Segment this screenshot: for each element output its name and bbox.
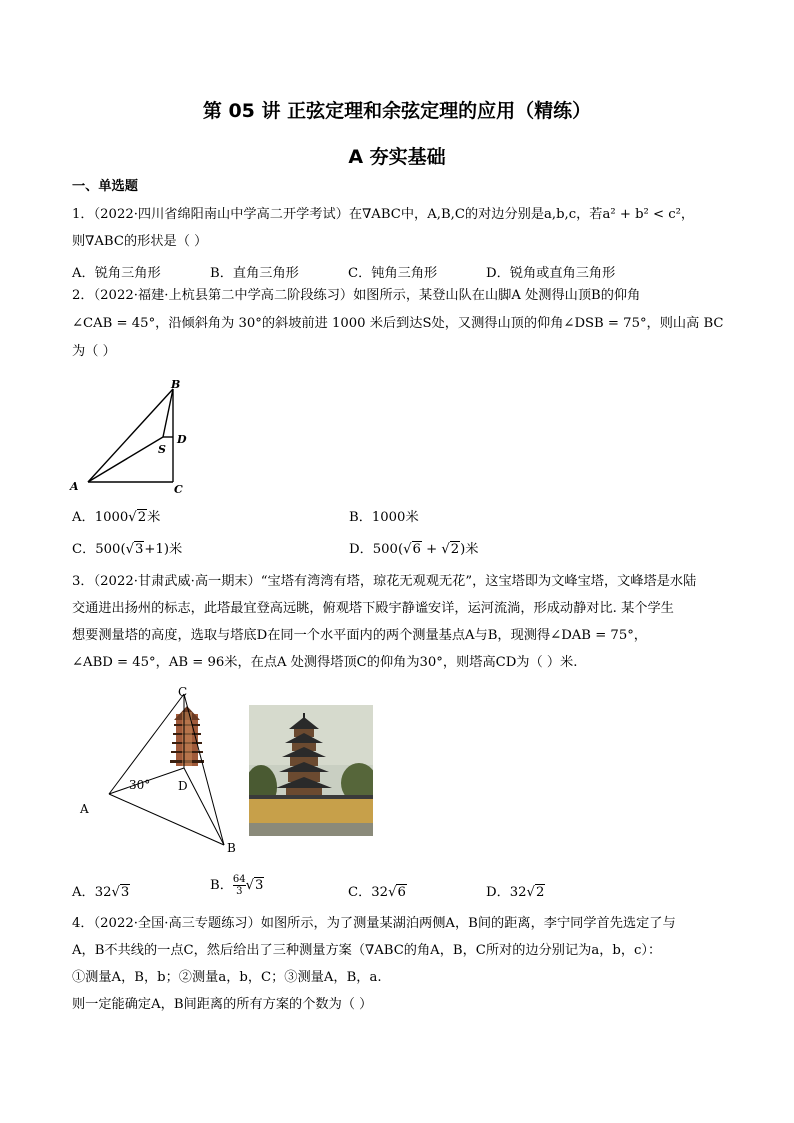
q3-segment-ab: [109, 794, 224, 845]
q2-line2: ∠CAB = 45°，沿倾斜角为 30°的斜坡前进 1000 米后到达S处，又测得山顶的仰角∠DSB = 75°，则山高 BC: [72, 316, 724, 331]
q4-line4: 则一定能确定A，B间距离的所有方案的个数为（ ）: [72, 997, 373, 1012]
q3-option-b: B． $\frac{64}{3}$ √3: [210, 874, 264, 897]
q3-option-d: D．32√2: [486, 885, 545, 900]
q3-angle-label: 30°: [129, 778, 151, 792]
q2-mountain-figure: [66, 376, 206, 496]
page-subtitle: A 夯实基础: [348, 146, 446, 168]
q3-segment-cb: [184, 694, 224, 845]
q3-label-d: D: [178, 779, 188, 793]
q2-option-c: C．500(√3+1)米: [72, 542, 183, 557]
q2-segment-as: [88, 437, 163, 482]
q1-line1: 1．（2022·四川省绵阳南山中学高二开学考试）在∇ABC中，A,B,C的对边分别是a,b,c，若a² + b² < c²，: [72, 207, 695, 222]
q1-option-c: C．钝角三角形: [348, 266, 438, 281]
q2-option-a: A．1000√2米: [72, 510, 161, 525]
q2-label-s: S: [158, 443, 166, 456]
q2-option-d: D．500(√6 + √2)米: [349, 542, 479, 557]
tower-icon: [170, 706, 204, 766]
q2-label-c: C: [174, 483, 183, 496]
q1-option-b: B．直角三角形: [210, 266, 299, 281]
q3-label-c: C: [178, 685, 188, 699]
q2-label-b: B: [171, 378, 181, 391]
q2-option-b: B．1000米: [349, 510, 419, 525]
section-label: 一、单选题: [72, 179, 138, 194]
q2-line3: 为（ ）: [72, 344, 116, 359]
pagoda-photo: [249, 705, 373, 836]
q1-option-d: D．锐角或直角三角形: [486, 266, 616, 281]
q4-line3: ①测量A，B，b；②测量a，b，C；③测量A，B，a.: [72, 970, 382, 985]
q3-line1: 3．（2022·甘肃武威·高一期末）“宝塔有湾湾有塔，琼花无观观无花”，这宝塔即为文峰宝塔，文峰塔是水陆: [72, 574, 697, 589]
q3-line2: 交通进出扬州的标志，此塔最宜登高远眺，俯观塔下殿宇静谧安详，运河流淌，形成动静对比. 某个学生: [72, 601, 674, 616]
q3-segment-db: [184, 768, 224, 845]
q4-line1: 4．（2022·全国·高三专题练习）如图所示，为了测量某湖泊两侧A，B间的距离，李宁同学首先选定了与: [72, 916, 676, 931]
q2-segment-sb: [163, 389, 173, 437]
page-title: 第 05 讲 正弦定理和余弦定理的应用（精练）: [202, 100, 592, 122]
q2-label-d: D: [177, 433, 187, 446]
q3-line4: ∠ABD = 45°，AB = 96米，在点A 处测得塔顶C的仰角为30°，则塔高CD为（ ）米.: [72, 655, 578, 670]
q3-tower-figure: [74, 682, 244, 858]
q1-line2: 则∇ABC的形状是（ ）: [72, 234, 208, 249]
q2-line1: 2．（2022·福建·上杭县第二中学高二阶段练习）如图所示，某登山队在山脚A 处测得山顶B的仰角: [72, 288, 641, 303]
q4-line2: A，B不共线的一点C，然后给出了三种测量方案（∇ABC的角A，B，C所对的边分别记为a，b，c）：: [72, 943, 662, 958]
q3-option-a: A．32√3: [72, 885, 130, 900]
q3-line3: 想要测量塔的高度，选取与塔底D在同一个水平面内的两个测量基点A与B，现测得∠DAB = 75°，: [72, 628, 647, 643]
q3-label-a: A: [80, 802, 89, 816]
q2-label-a: A: [70, 480, 79, 493]
q3-label-b: B: [227, 841, 236, 855]
q1-option-a: A．锐角三角形: [72, 266, 161, 281]
q2-segment-ab: [88, 389, 173, 482]
q3-option-c: C．32√6: [348, 885, 406, 900]
